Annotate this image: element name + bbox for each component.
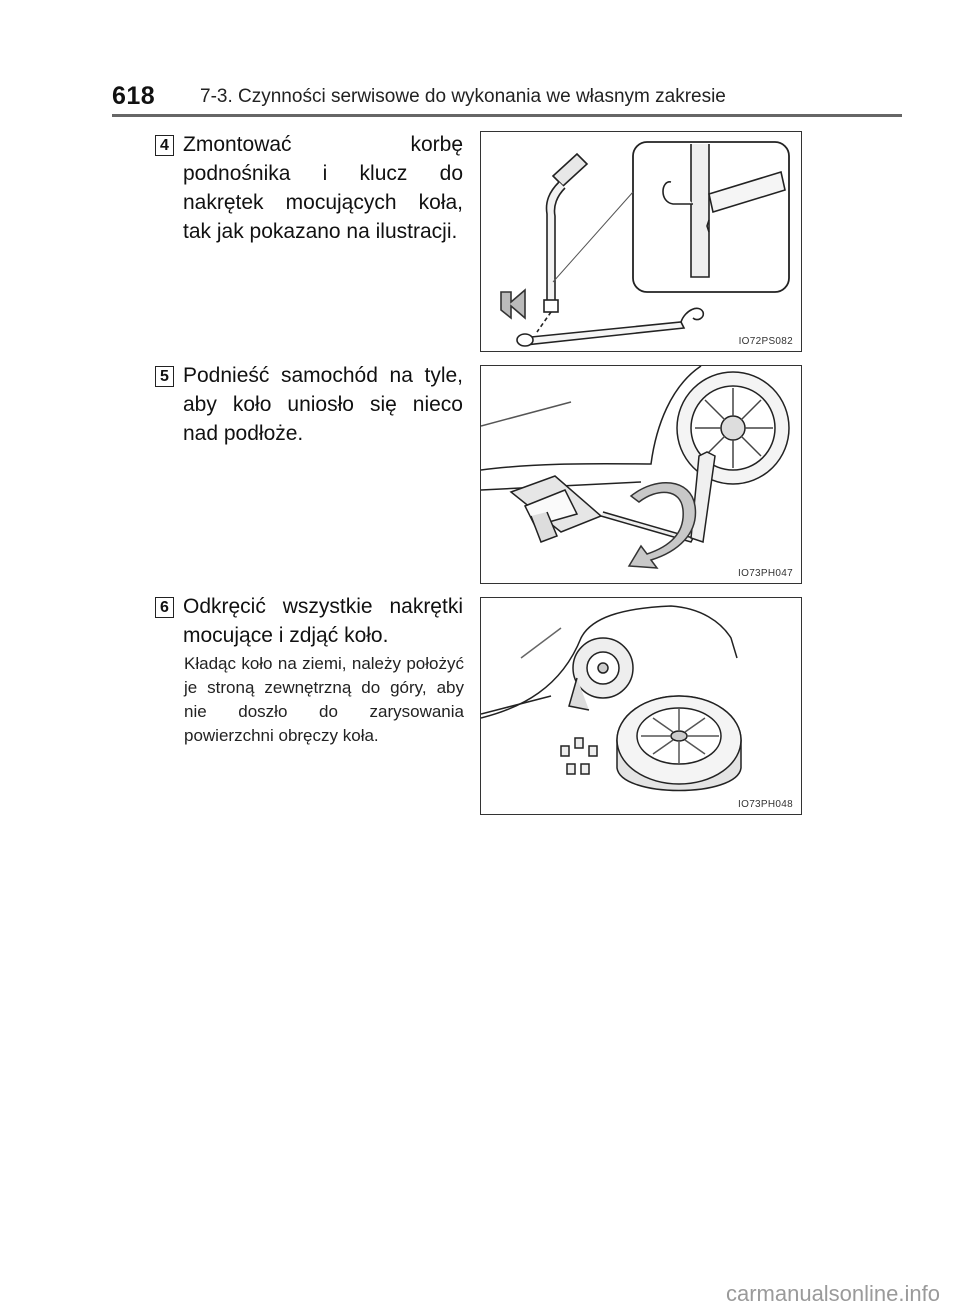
- step-6-note: Kładąc koło na ziemi, należy położyć je stroną zewnętrzną do góry, aby nie doszło do zarysowania powierzchni obręczy koła.: [184, 654, 464, 745]
- jack-handle-illustration: [481, 132, 801, 351]
- figure-wheel-removed: [480, 597, 802, 815]
- step-6-badge: 6: [155, 597, 174, 618]
- figure-jack-handle-assembly: [480, 131, 802, 352]
- wheel-removed-illustration: [481, 598, 801, 814]
- step-6-text: Odkręcić wszystkie nakrętki mocujące i zdjąć koło.: [183, 595, 463, 647]
- chapter-title: 7-3. Czynności serwisowe do wykonania we własnym zakresie: [200, 86, 726, 107]
- page-number: 618: [112, 82, 156, 110]
- step-5-text: Podnieść samochód na tyle, aby koło uniosło się nieco nad podłoże.: [183, 364, 463, 445]
- header-rule: [112, 114, 902, 117]
- figure-code-4: IO72PS082: [738, 336, 793, 347]
- step-5-badge: 5: [155, 366, 174, 387]
- page-header: [112, 82, 902, 112]
- figure-raising-vehicle: [480, 365, 802, 584]
- figure-code-5: IO73PH047: [738, 568, 793, 579]
- raising-vehicle-illustration: [481, 366, 801, 583]
- step-4-text: Zmontować korbę podnośnika i klucz do nakrętek mocujących koła, tak jak pokazano na ilustracji.: [183, 133, 463, 243]
- step-4-badge: 4: [155, 135, 174, 156]
- watermark: carmanualsonline.info: [725, 1281, 940, 1306]
- figure-code-6: IO73PH048: [738, 799, 793, 810]
